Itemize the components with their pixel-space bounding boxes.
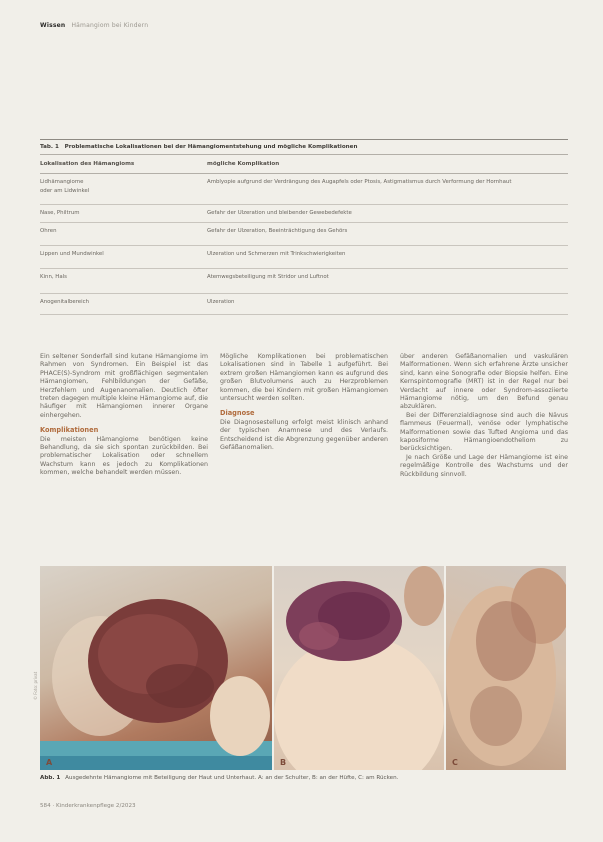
table-caption-text: Problematische Lokalisationen bei der Hämangiomentstehung und mögliche Komplikationen bbox=[64, 144, 358, 150]
article-body bbox=[40, 353, 568, 479]
photo-panel-b bbox=[274, 566, 444, 770]
table-cell-complication: Ulzeration und Schmerzen mit Trinkschwierigkeiten bbox=[207, 251, 346, 257]
text-column-3 bbox=[400, 353, 568, 479]
table-cell-location: Lippen und Mundwinkel bbox=[40, 251, 104, 257]
panel-label-b: B bbox=[280, 758, 287, 767]
text-column-2 bbox=[220, 353, 388, 479]
table-cell-complication: Amblyopie aufgrund der Verdrängung des Augapfels oder Ptosis, Astigmatismus durch Verformung der Hornhaut bbox=[207, 179, 512, 185]
table-cell-location: Kinn, Hals bbox=[40, 274, 67, 280]
table-header-location: Lokalisation des Hämangioms bbox=[40, 161, 135, 167]
paragraph: Die meisten Hämangiome benötigen keine Behandlung, da sie sich spontan zurückbilden. Bei problematischer Lokalisation oder schnellem Wachstum kann es jedoch zu Komplikationen kommen, welche behandelt werden müssen. bbox=[40, 435, 208, 477]
table-row bbox=[40, 205, 568, 223]
heading-diagnose: Diagnose bbox=[220, 409, 255, 418]
table-cell-location: Nase, Philtrum bbox=[40, 210, 80, 216]
table-row bbox=[40, 294, 568, 315]
table-cell-complication: Gefahr der Ulzeration und bleibender Gewebedefekte bbox=[207, 210, 352, 216]
table-number: Tab. 1 bbox=[40, 144, 59, 150]
hip-hemangioma-photo bbox=[274, 566, 444, 770]
paragraph: Bei der Differenzialdiagnose sind auch die Nävus flammeus (Feuermal), venöse oder lymphatische Malformationen sowie das Tufted Angioma und das kaposiforme Hämangioendotheliom zu berücksichtigen. bbox=[400, 411, 568, 453]
running-header bbox=[40, 22, 148, 29]
paragraph: Ein seltener Sonderfall sind kutane Hämangiome im Rahmen von Syndromen. Ein Beispiel ist das PHACE(S)-Syndrom mit großflächigen segmentalen Hämangiomen, Fehlbildungen der Gefäße, Herzfehlern und Augenanomalien. Deutlich öfter treten dagegen multiple kleine Hämangiome auf, die häufiger mit Hämangiomen innerer Organe einhergehen. bbox=[40, 353, 208, 419]
table-row bbox=[40, 269, 568, 294]
heading-komplikationen: Komplikationen bbox=[40, 426, 99, 435]
table-row bbox=[40, 174, 568, 205]
table-cell-location: Anogenitalbereich bbox=[40, 299, 89, 305]
table-header-complication: mögliche Komplikation bbox=[207, 161, 280, 167]
figure-caption bbox=[40, 775, 566, 781]
table-row bbox=[40, 223, 568, 246]
complications-table bbox=[40, 139, 568, 315]
table-row bbox=[40, 246, 568, 269]
photo-panel-a bbox=[40, 566, 272, 770]
table-cell-location: Lidhämangiome oder am Lidwinkel bbox=[40, 179, 90, 194]
panel-label-c: C bbox=[452, 758, 458, 767]
paragraph: über anderen Gefäßanomalien und vaskulären Malformationen. Wenn sich erfahrene Ärzte unsicher sind, kann eine Sonografie oder Biopsie helfen. Eine Kernspintomografie (MRT) ist in der Regel nur bei Verdacht auf innere oder Syndrom-assoziierte Hämangiome nötig, um den Befund genau abzuklären. bbox=[400, 353, 568, 411]
photo-credit: © Foto: privat bbox=[33, 671, 38, 700]
back-hemangioma-photo bbox=[446, 566, 566, 770]
panel-label-a: A bbox=[46, 758, 53, 767]
table-caption bbox=[40, 140, 568, 154]
figure-caption-text: Ausgedehnte Hämangiome mit Beteiligung der Haut und Unterhaut. A: an der Schulter, B: an der Hüfte, C: am Rücken. bbox=[65, 775, 399, 781]
section-subtitle: Hämangiom bei Kindern bbox=[71, 22, 149, 29]
table-cell-complication: Ulzeration bbox=[207, 299, 235, 305]
paragraph: Die Diagnosestellung erfolgt meist klinisch anhand der typischen Anamnese und des Verlaufs. Entscheidend ist die Abgrenzung gegenüber anderen Gefäßanomalien. bbox=[220, 418, 388, 452]
table-cell-location: Ohren bbox=[40, 228, 57, 234]
table-header-row bbox=[40, 154, 568, 174]
section-title: Wissen bbox=[40, 22, 66, 29]
paragraph: Mögliche Komplikationen bei problematischen Lokalisationen sind in Tabelle 1 aufgeführt. Bei extrem großen Hämangiomen kann es aufgrund des großen Blutvolumens auch zu Herzproblemen kommen, die bei Kindern mit großen Hämangiomen untersucht werden sollten. bbox=[220, 353, 388, 403]
figure-photos bbox=[40, 566, 566, 770]
table-cell-complication: Atemwegsbeteiligung mit Stridor und Luftnot bbox=[207, 274, 329, 280]
figure-caption-label: Abb. 1 bbox=[40, 775, 61, 781]
text-column-1 bbox=[40, 353, 208, 479]
page-footer: 584 · Kinderkrankenpflege 2/2023 bbox=[40, 803, 136, 809]
shoulder-hemangioma-photo bbox=[40, 566, 272, 770]
table-cell-complication: Gefahr der Ulzeration, Beeinträchtigung des Gehörs bbox=[207, 228, 348, 234]
paragraph: Je nach Größe und Lage der Hämangiome ist eine regelmäßige Kontrolle des Wachstums und der Rückbildung sinnvoll. bbox=[400, 453, 568, 478]
photo-panel-c bbox=[446, 566, 566, 770]
